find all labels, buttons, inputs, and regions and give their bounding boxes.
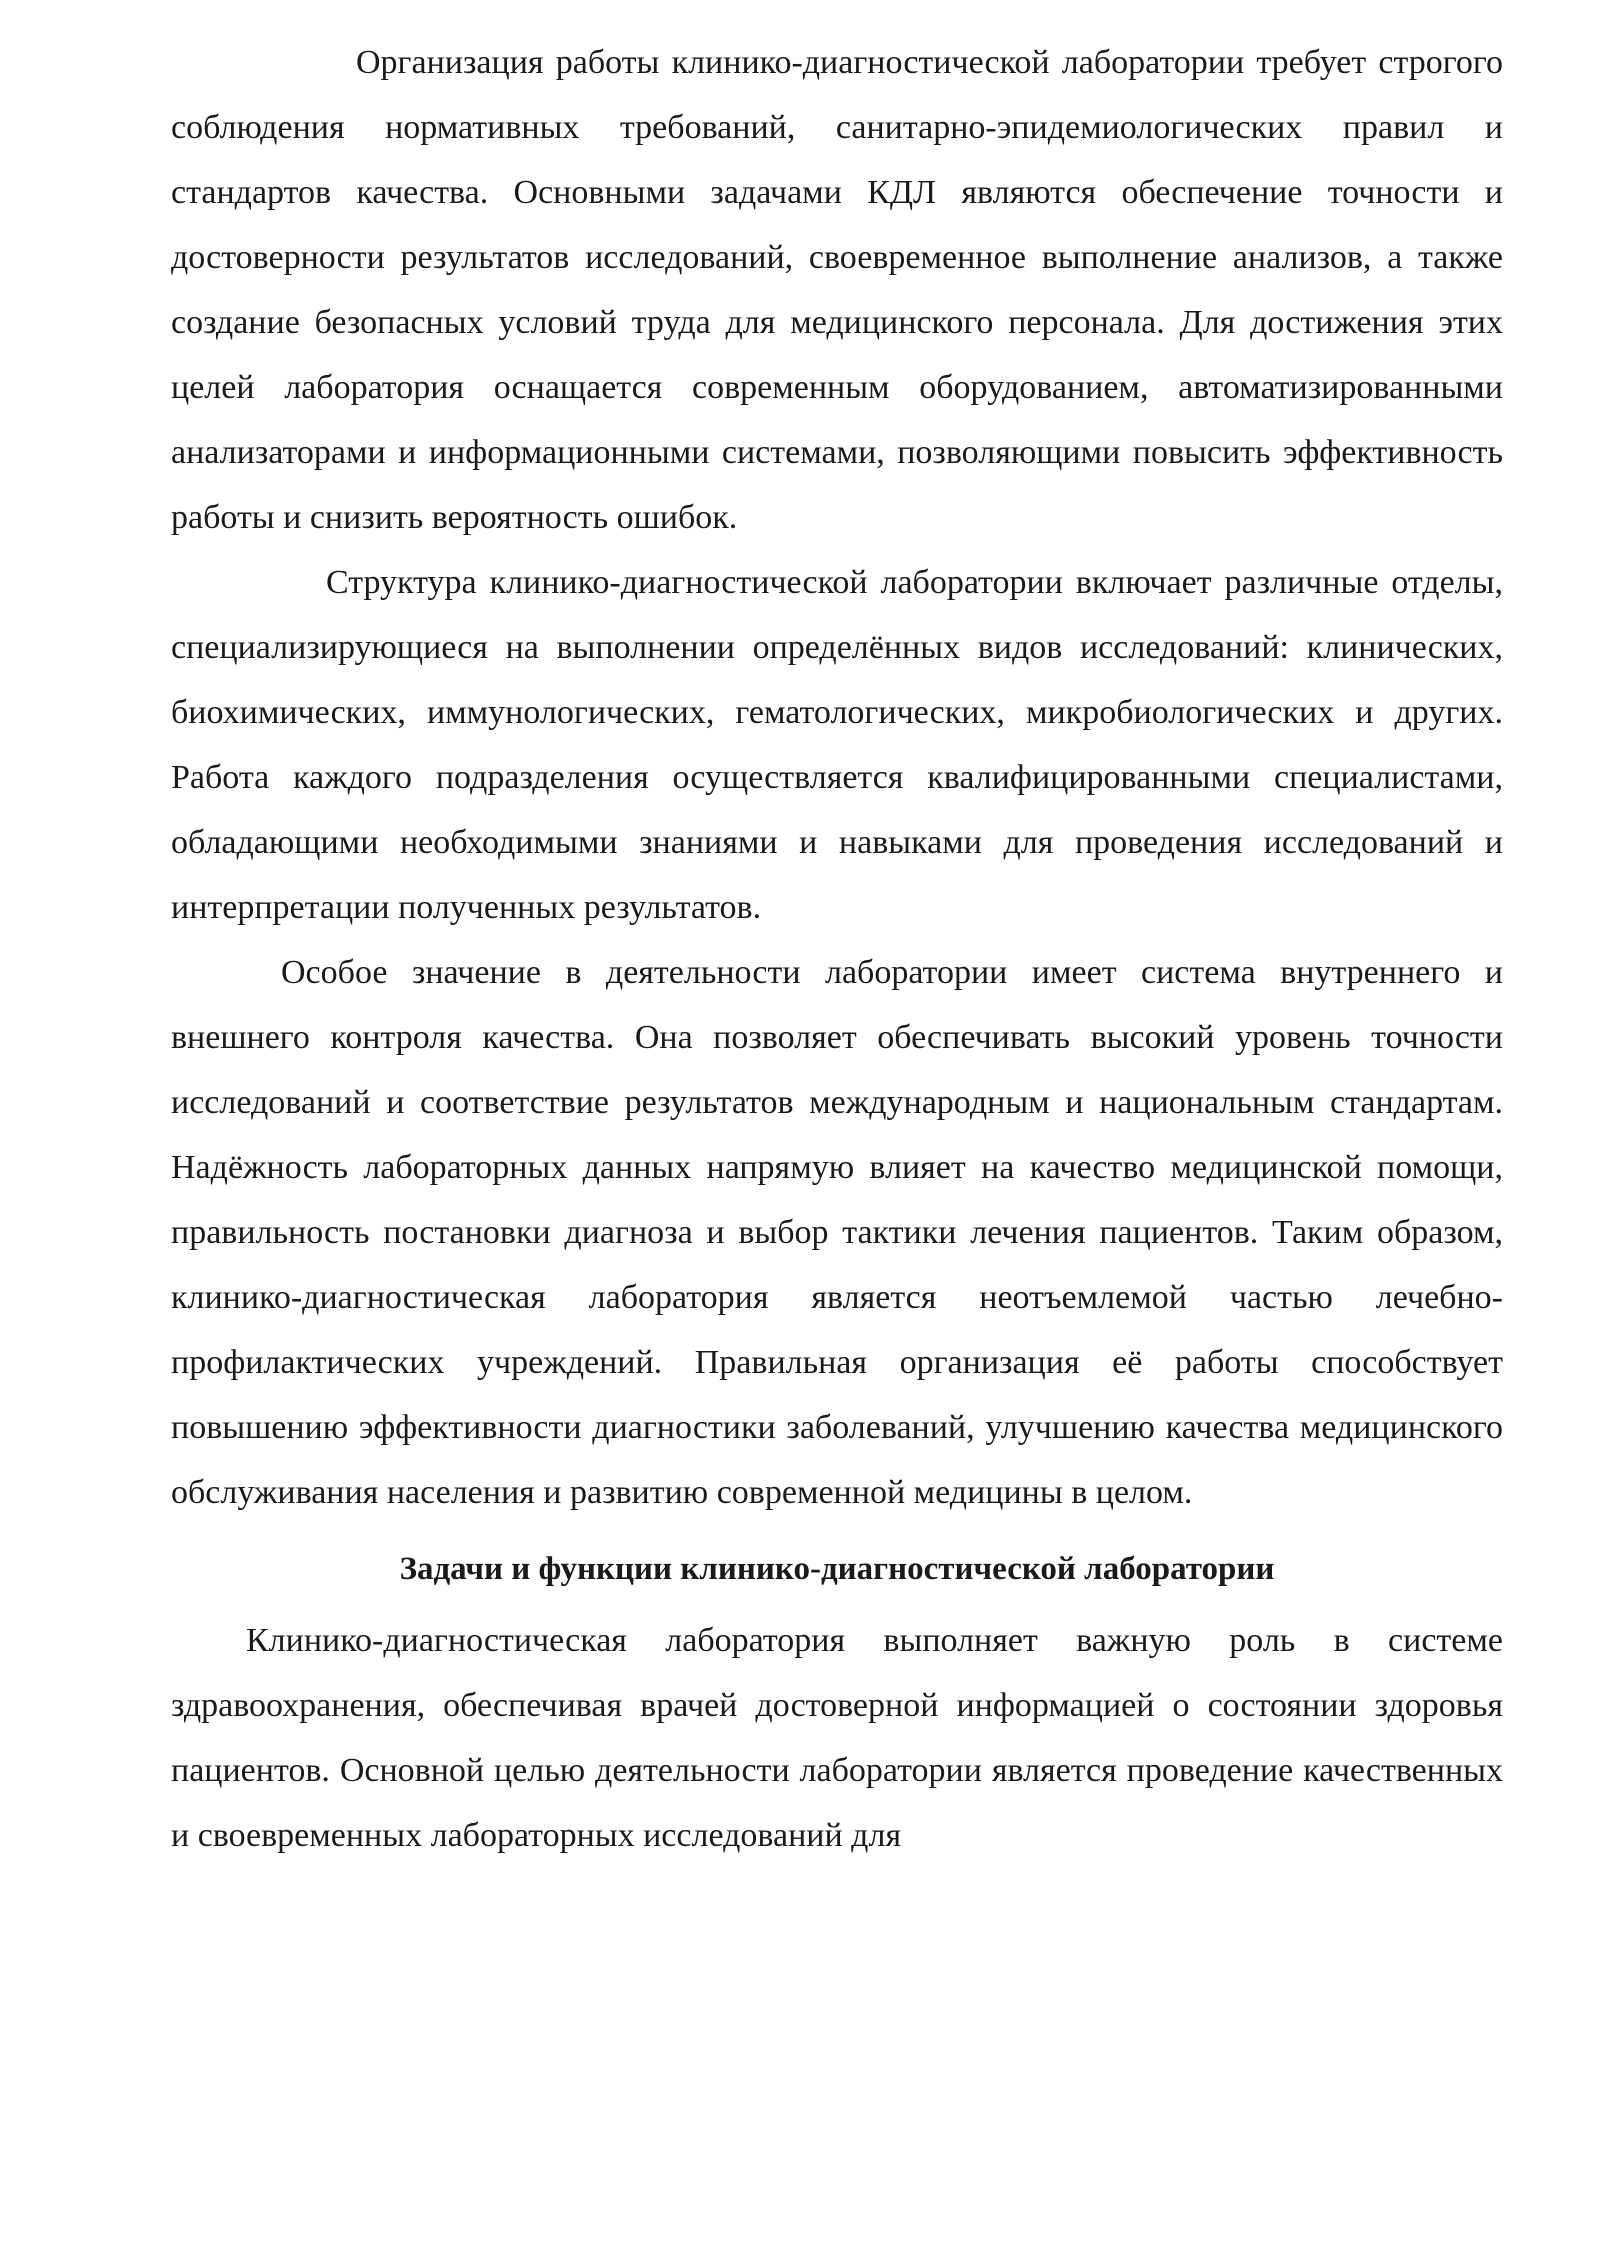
paragraph-quality-control: Особое значение в деятельности лаборатории имеет система внутреннего и внешнего контроля качества. Она позволяет обеспечивать высокий уровень точности исследований и соответствие результатов международным и национальным стандартам. Надёжность лабораторных данных напрямую влияет на качество медицинской помощи, правильность постановки диагноза и выбор тактики лечения пациентов. Таким образом, клинико-диагностическая лаборатория является неотъемлемой частью лечебно-профилактических учреждений. Правильная организация её работы способствует повышению эффективности диагностики заболеваний, улучшению качества медицинского обслуживания населения и развитию современной медицины в целом. <box>171 954 1503 1511</box>
paragraph-lab-role: Клинико-диагностическая лаборатория выполняет важную роль в системе здравоохранения, обеспечивая врачей достоверной информацией о состоянии здоровья пациентов. Основной целью деятельности лаборатории является проведение качественных и своевременных лабораторных исследований для <box>171 1622 1503 1854</box>
section-heading: Задачи и функции клинико-диагностической лаборатории <box>399 1551 1275 1587</box>
paragraph-lab-organization: Организация работы клинико-диагностической лаборатории требует строгого соблюдения нормативных требований, санитарно-эпидемиологических правил и стандартов качества. Основными задачами КДЛ являются обеспечение точности и достоверности результатов исследований, своевременное выполнение анализов, а также создание безопасных условий труда для медицинского персонала. Для достижения этих целей лаборатория оснащается современным оборудованием, автоматизированными анализаторами и информационными системами, позволяющими повысить эффективность работы и снизить вероятность ошибок. <box>171 44 1503 536</box>
paragraph-lab-structure: Структура клинико-диагностической лаборатории включает различные отделы, специализирующиеся на выполнении определённых видов исследований: клинических, биохимических, иммунологических, гематологических, микробиологических и других. Работа каждого подразделения осуществляется квалифицированными специалистами, обладающими необходимыми знаниями и навыками для проведения исследований и интерпретации полученных результатов. <box>171 564 1503 926</box>
document-body <box>171 30 1503 1868</box>
